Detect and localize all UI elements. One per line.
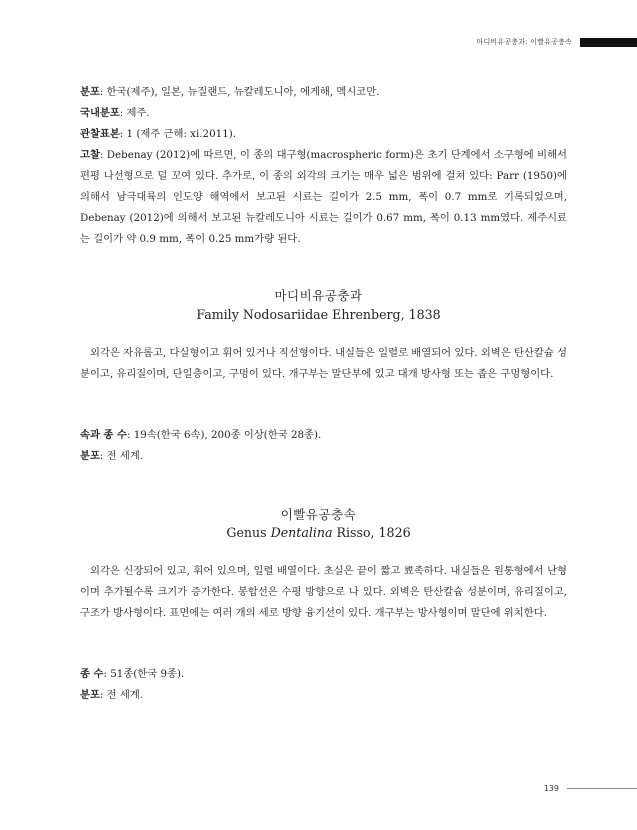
genus-species-line [80, 664, 567, 685]
domestic-text: : 제주. [119, 107, 150, 119]
family-distribution-text: : 전 세계. [99, 450, 144, 462]
running-header [477, 36, 637, 48]
family-description: 외각은 자유롭고, 다실형이고 휘어 있거나 직선형이다. 내실들은 일렬로 배열되어 있다. 외벽은 탄산칼슘 성분이고, 유리질이며, 단일층이고, 구멍이 있다. 개구부는 말단부에 있고 대개 방사형 또는 좁은 구멍형이다. [80, 347, 567, 380]
genus-title-italic: Dentalina [270, 525, 333, 540]
genus-distribution-text: : 전 세계. [99, 689, 144, 701]
genus-description: 외각은 신장되어 있고, 휘어 있으며, 일렬 배열이다. 초실은 끝이 짧고 뾰족하다. 내실들은 원통형에서 난형이며 추가될수록 크기가 증가한다. 봉합선은 수평 방향으로 나 있다. 외벽은 탄산칼슘 성분이며, 유리질이고, 구조가 방사형이다. 표면에는 여러 개의 세로 방향 융기선이 있다. 개구부는 방사형이며 말단에 위치한다. [80, 565, 567, 619]
genus-title-suffix: Risso, 1826 [332, 525, 411, 540]
family-counts-label: 속과 종 수 [80, 429, 127, 441]
remarks-text: : Debenay (2012)에 따르면, 이 종의 대구형(macrospheric form)은 초기 단계에서 소구형에 비해서 편평 나선형으로 덜 꼬여 있다. 추가로, 이 종의 외각의 크기는 매우 넓은 범위에 걸쳐 있다: Parr (1950)에 의해서 남극대륙의 인도양 해역에서 보고된 시료는 길이가 2.5 mm, 폭이 0.7 mm로 기록되었으며, Debenay (2012)에 의해서 보고된 뉴칼레도니아 시료는 길이가 0.67 mm, 폭이 0.13 mm였다. 제주시료는 길이가 약 0.9 mm, 폭이 0.25 mm가량 된다. [80, 149, 567, 245]
distribution-label: 분포 [80, 86, 100, 98]
family-distribution-line [80, 446, 567, 467]
genus-title-ko: 이빨유공충속 [280, 507, 357, 522]
family-title-en: Family Nodosariidae Ehrenberg, 1838 [196, 307, 441, 322]
genus-title-prefix: Genus [226, 525, 271, 540]
remarks-label: 고찰 [80, 149, 100, 161]
family-title-ko: 마디비유공충과 [274, 288, 363, 303]
specimens-label: 관찰표본 [80, 128, 120, 140]
genus-species-text: : 51종(한국 9종). [103, 668, 185, 680]
genus-species-label: 종 수 [80, 668, 104, 680]
family-distribution-label: 분포 [80, 450, 100, 462]
domestic-label: 국내분포 [80, 107, 120, 119]
distribution-line [80, 82, 567, 103]
genus-distribution-label: 분포 [80, 689, 100, 701]
genus-distribution-line [80, 685, 567, 706]
page-number: 139 [543, 784, 559, 793]
specimens-text: : 1 (제주 근해: xi.2011). [119, 128, 237, 140]
family-counts-text: : 19속(한국 6속), 200종 이상(한국 28종). [126, 429, 322, 441]
family-counts-line [80, 425, 567, 446]
page-footer [544, 784, 637, 793]
distribution-text: : 한국(제주), 일본, 뉴질랜드, 뉴칼레도니아, 에게해, 멕시코만. [99, 86, 380, 98]
specimens-line [80, 124, 567, 145]
remarks-paragraph [80, 145, 567, 250]
domestic-distribution-line [80, 103, 567, 124]
running-title: 마디비유공충과: 이빨유공충속 [476, 38, 572, 46]
footer-rule [567, 788, 637, 789]
header-bar [580, 38, 637, 47]
genus-title-en [0, 525, 637, 540]
